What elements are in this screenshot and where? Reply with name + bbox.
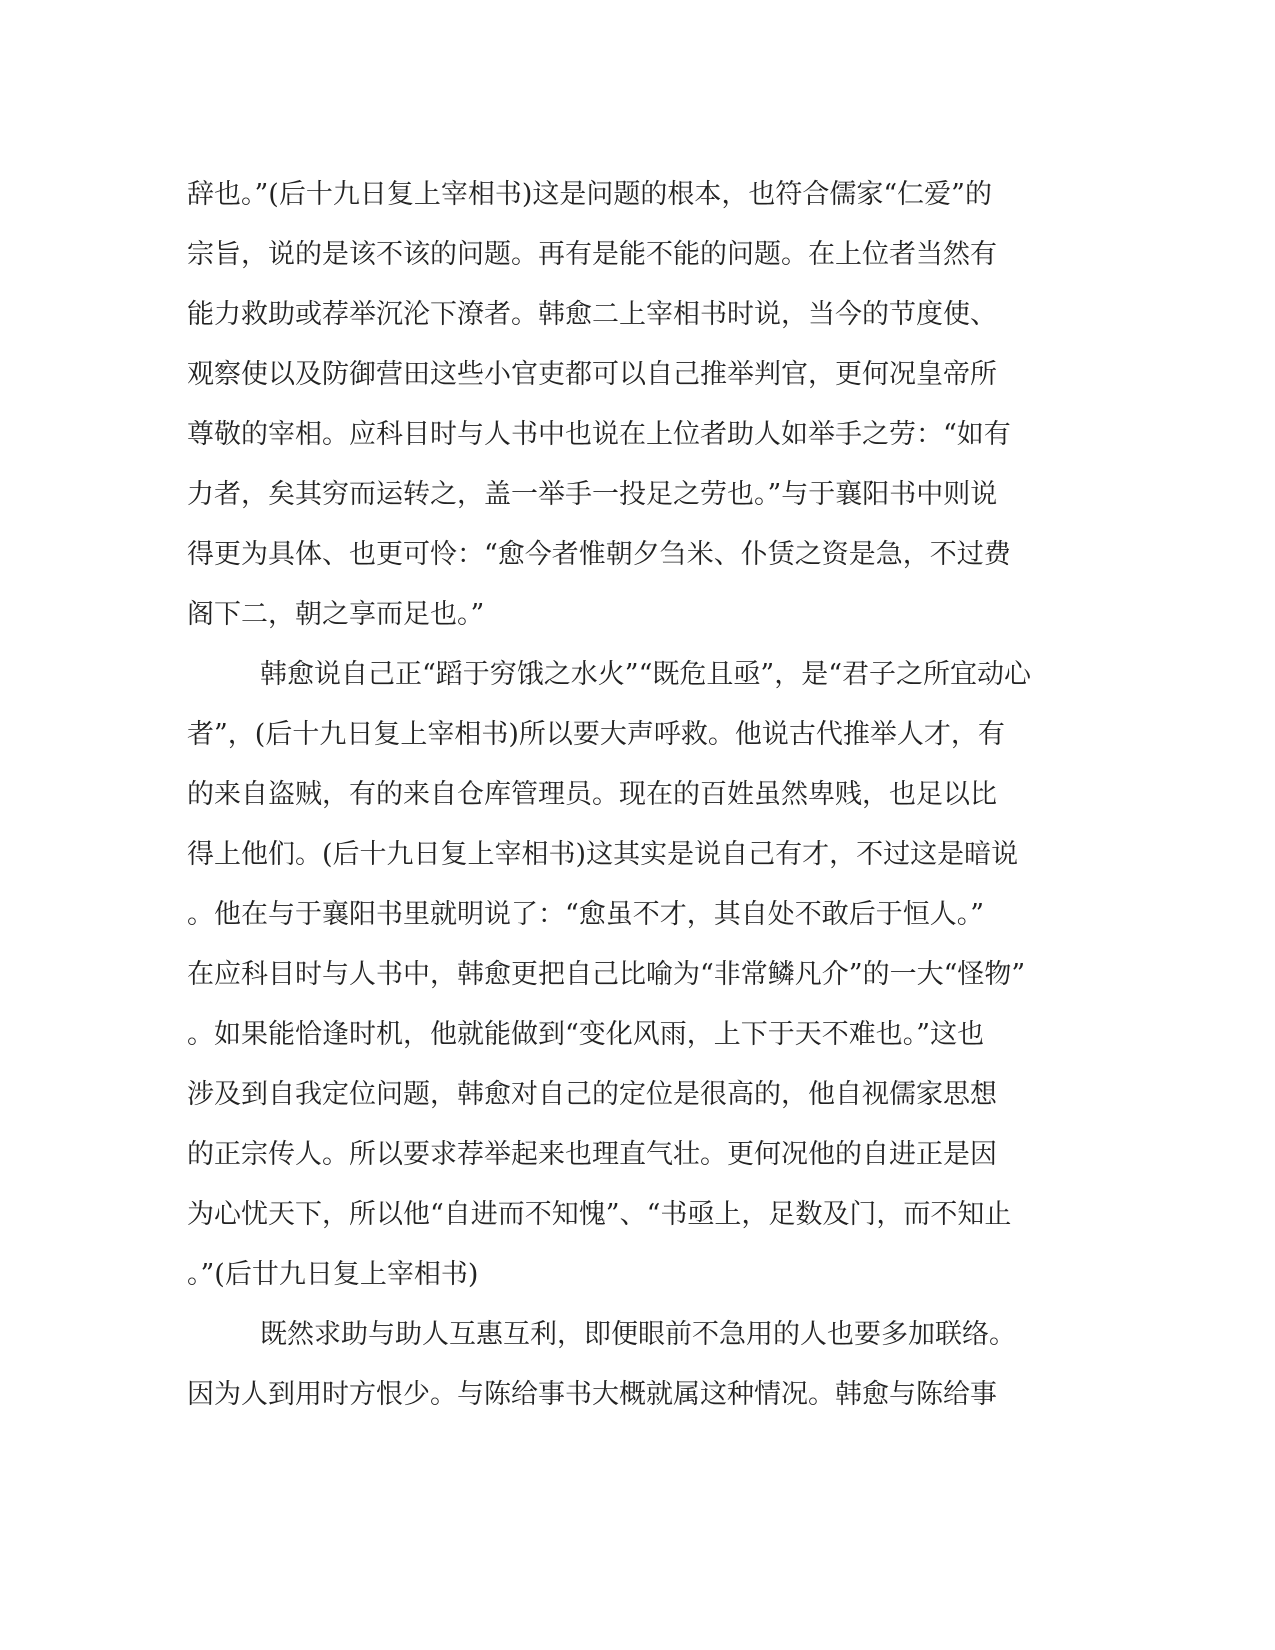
- paragraph-first-line: 韩愈说自己正“蹈于穷饿之水火”“既危且亟”，是“君子之所宜动心: [260, 659, 1032, 690]
- text-line: 涉及到自我定位问题，韩愈对自己的定位是很高的，他自视儒家思想: [187, 1079, 997, 1110]
- text-line: 辞也。”(后十九日复上宰相书)这是问题的根本，也符合儒家“仁爱”的: [187, 179, 992, 210]
- text-line: 得更为具体、也更可怜：“愈今者惟朝夕刍米、仆赁之资是急，不过费: [187, 539, 1011, 570]
- document-body: [187, 165, 1087, 1425]
- text-line: 者”，(后十九日复上宰相书)所以要大声呼救。他说古代推举人才，有: [187, 719, 1005, 750]
- text-line: 力者，矣其穷而运转之，盖一举手一投足之劳也。”与于襄阳书中则说: [187, 479, 998, 510]
- text-line: 因为人到用时方恨少。与陈给事书大概就属这种情况。韩愈与陈给事: [187, 1379, 997, 1410]
- text-line: 能力救助或荐举沉沦下潦者。韩愈二上宰相书时说，当今的节度使、: [187, 299, 997, 330]
- text-line: 。”(后廿九日复上宰相书): [187, 1259, 479, 1290]
- text-line: 阁下二，朝之享而足也。”: [187, 599, 485, 630]
- text-line: 的来自盗贼，有的来自仓库管理员。现在的百姓虽然卑贱，也足以比: [187, 779, 997, 810]
- text-line: 在应科目时与人书中，韩愈更把自己比喻为“非常鳞凡介”的一大“怪物”: [187, 959, 1026, 990]
- paragraph-first-line: 既然求助与助人互惠互利，即便眼前不急用的人也要多加联络。: [260, 1319, 1016, 1350]
- text-line: 。他在与于襄阳书里就明说了：“愈虽不才，其自处不敢后于恒人。”: [187, 899, 985, 930]
- text-line: 得上他们。(后十九日复上宰相书)这其实是说自己有才，不过这是暗说: [187, 839, 1019, 870]
- text-line: 为心忧天下，所以他“自进而不知愧”、“书亟上，足数及门，而不知止: [187, 1199, 1012, 1230]
- text-line: 。如果能恰逢时机，他就能做到“变化风雨，上下于天不难也。”这也: [187, 1019, 985, 1050]
- text-line: 宗旨，说的是该不该的问题。再有是能不能的问题。在上位者当然有: [187, 239, 997, 270]
- text-line: 尊敬的宰相。应科目时与人书中也说在上位者助人如举手之劳：“如有: [187, 419, 1011, 450]
- text-line: 的正宗传人。所以要求荐举起来也理直气壮。更何况他的自进正是因: [187, 1139, 997, 1170]
- text-line: 观察使以及防御营田这些小官吏都可以自己推举判官，更何况皇帝所: [187, 359, 997, 390]
